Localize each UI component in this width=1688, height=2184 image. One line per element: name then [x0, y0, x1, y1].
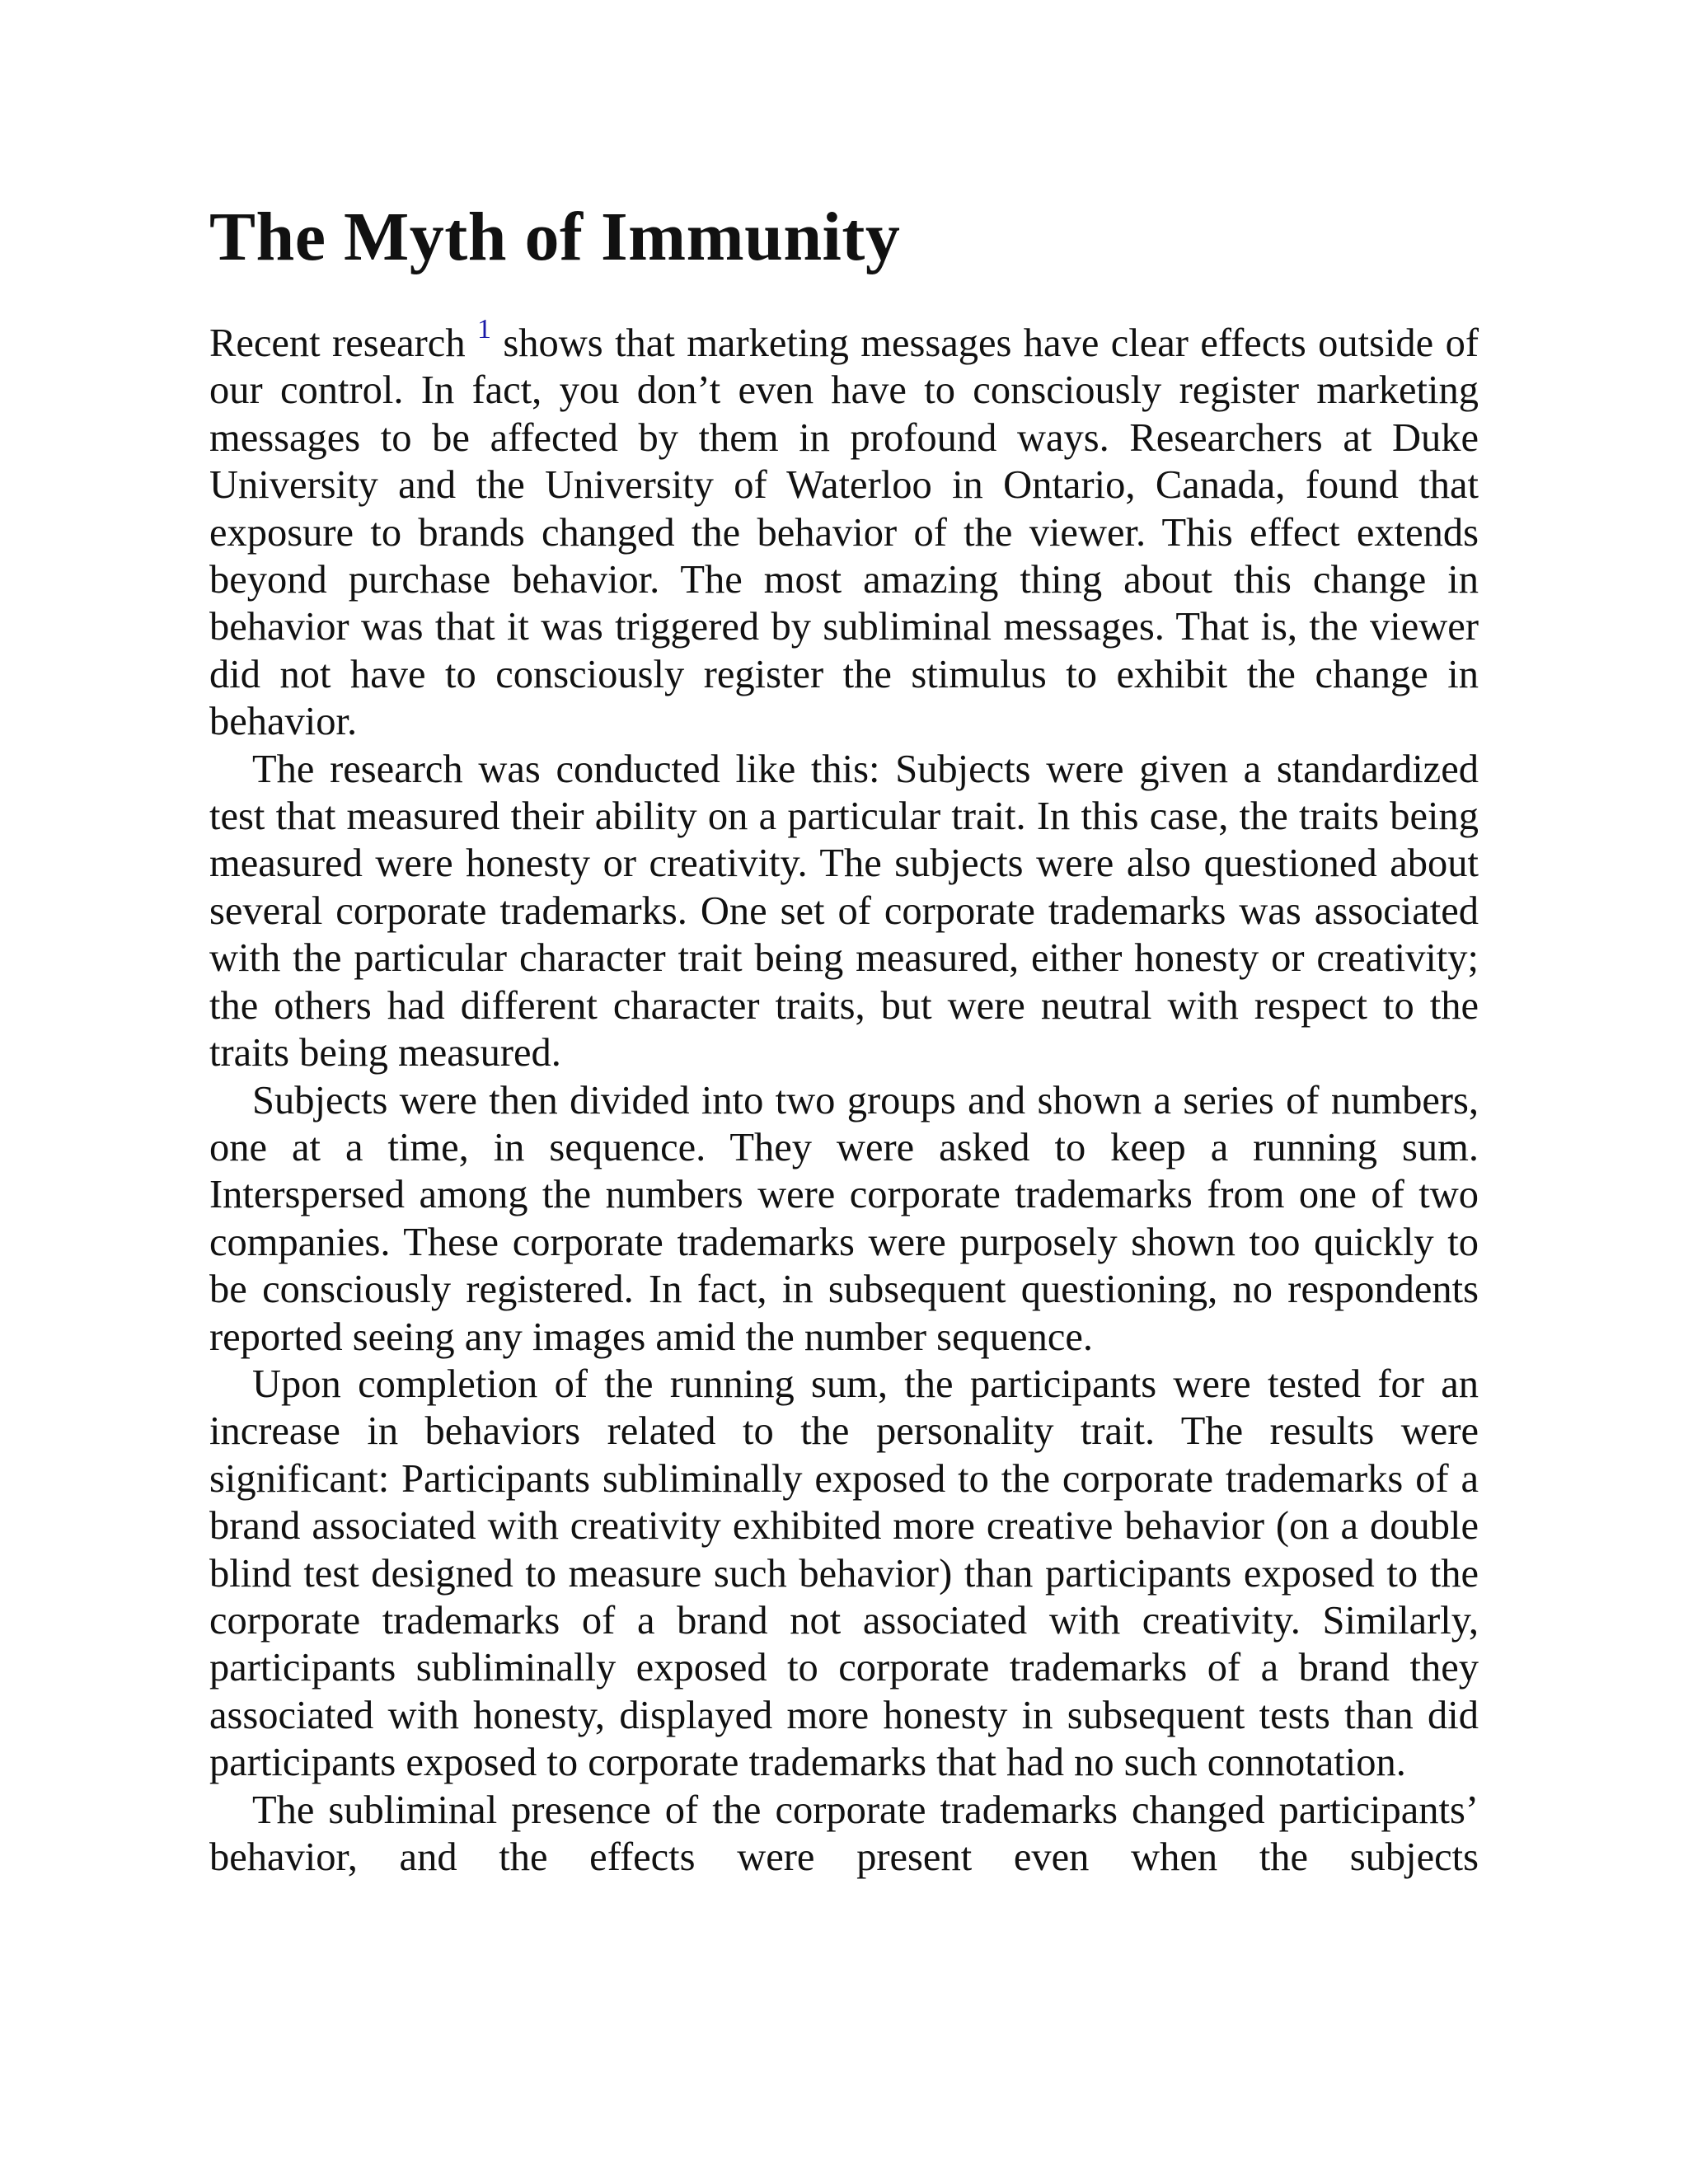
paragraph-5: The subliminal presence of the corporate trademarks changed participants’ behavior, and the effects were present even when the subjects [209, 1788, 1479, 1879]
document-page [209, 196, 1479, 1881]
paragraph-1 [209, 314, 1479, 746]
page-title: The Myth of Immunity [209, 199, 901, 275]
paragraph-2: The research was conducted like this: Subjects were given a standardized test that measured their ability on a particular trait. In this case, the traits being measured were honesty or creativity. The subjects were also questioned about several corporate trademarks. One set of corporate trademarks was associated with the particular character trait being measured, either honesty or creativity; the others had different character traits, but were neutral with respect to the traits being measured. [209, 747, 1479, 1076]
article-body [209, 314, 1479, 1881]
paragraph-4: Upon completion of the running sum, the participants were tested for an increase in behaviors related to the personality trait. The results were significant: Participants subliminally exposed to the corporate trademarks of a brand associated with creativity exhibited more creative behavior (on a double blind test designed to measure such behavior) than participants exposed to the corporate trademarks of a brand not associated with creativity. Similarly, participants subliminally exposed to corporate trademarks of a brand they associated with honesty, displayed more honesty in subsequent tests than did participants exposed to corporate trademarks that had no such connotation. [209, 1361, 1479, 1785]
paragraph-1-lead: Recent research [209, 321, 477, 365]
footnote-link[interactable]: 1 [477, 314, 491, 344]
paragraph-3: Subjects were then divided into two groups and shown a series of numbers, one at a time, in sequence. They were asked to keep a running sum. Interspersed among the numbers were corporate trademarks from one of two companies. These corporate trademarks were purposely shown too quickly to be consciously registered. In fact, in subsequent questioning, no respondents reported seeing any images amid the number sequence. [209, 1078, 1479, 1359]
paragraph-1-text: shows that marketing messages have clear effects outside of our control. In fact, you don’t even have to consciously register marketing messages to be affected by them in profound ways. Researchers at Duke University and the University of Waterloo in Ontario, Canada, found that exposure to brands changed the behavior of the viewer. This effect extends beyond purchase behavior. The most amazing thing about this change in behavior was that it was triggered by subliminal messages. That is, the viewer did not have to consciously register the stimulus to exhibit the change in behavior. [209, 321, 1479, 744]
